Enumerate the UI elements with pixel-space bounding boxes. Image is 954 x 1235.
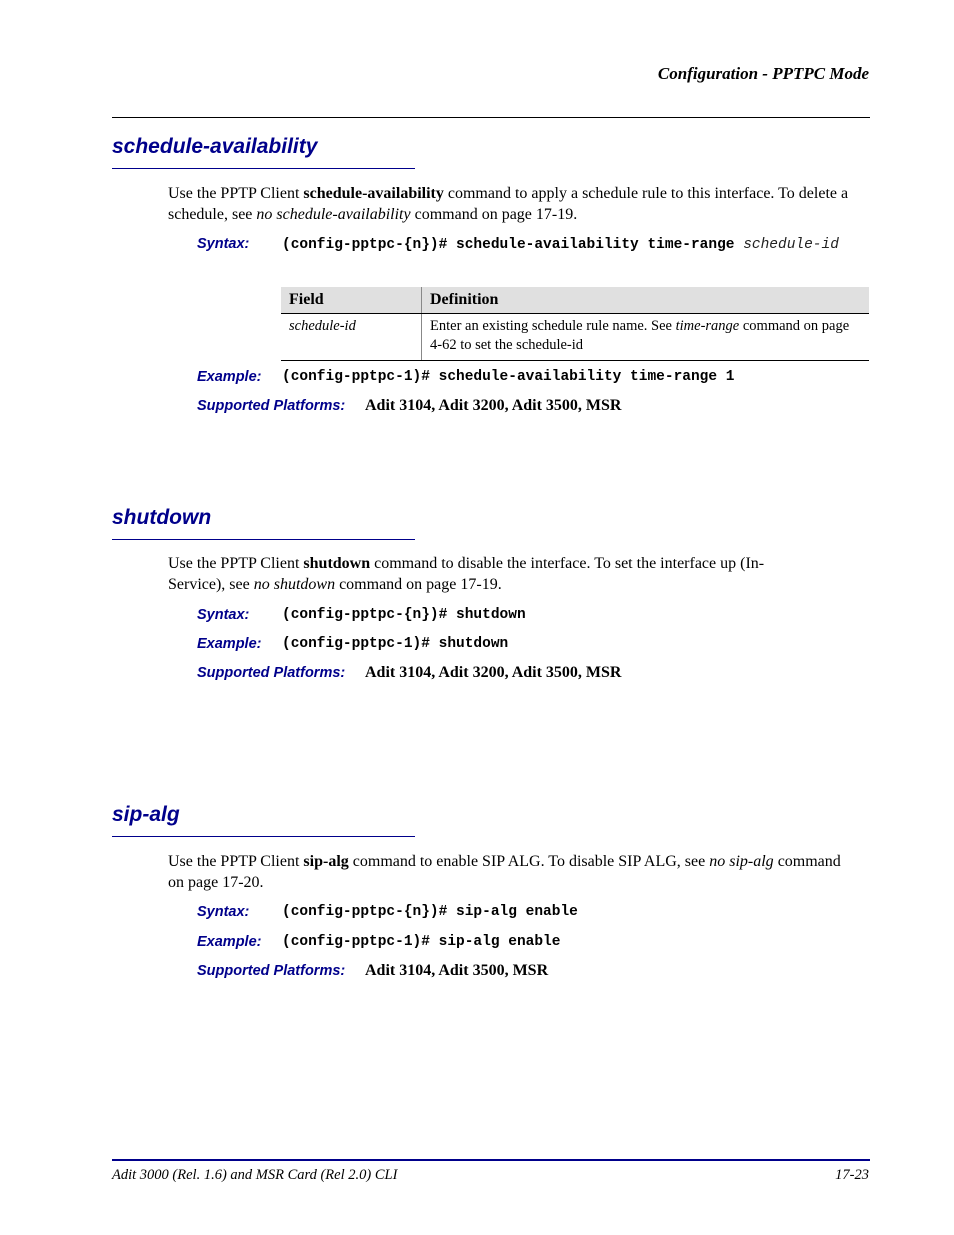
table-header-field: Field bbox=[281, 287, 422, 314]
syntax-command: (config-pptpc-{n})# shutdown bbox=[282, 607, 526, 623]
heading-underline bbox=[112, 539, 415, 540]
example-command: (config-pptpc-1)# schedule-availability time-range 1 bbox=[282, 369, 735, 385]
footer-document-title: Adit 3000 (Rel. 1.6) and MSR Card (Rel 2.0) CLI bbox=[112, 1167, 398, 1183]
example-label: Example: bbox=[197, 369, 262, 385]
table-cell-field: schedule-id bbox=[281, 314, 422, 361]
syntax-label: Syntax: bbox=[197, 236, 250, 252]
section-description: Use the PPTP Client shutdown command to disable the interface. To set the interface up (In-Service), see no shutdown command on page 17-19. bbox=[168, 555, 765, 593]
syntax-label: Syntax: bbox=[197, 904, 250, 920]
table-row bbox=[281, 314, 869, 361]
example-label: Example: bbox=[197, 636, 262, 652]
platforms-label: Supported Platforms: bbox=[197, 963, 346, 979]
field-definition-table bbox=[281, 287, 869, 361]
table-header-row bbox=[281, 287, 869, 314]
heading-underline bbox=[112, 836, 415, 837]
syntax-label: Syntax: bbox=[197, 607, 250, 623]
platforms-value: Adit 3104, Adit 3200, Adit 3500, MSR bbox=[365, 664, 622, 681]
section-description: Use the PPTP Client sip-alg command to enable SIP ALG. To disable SIP ALG, see no sip-alg command on page 17-20. bbox=[168, 853, 841, 891]
platforms-label: Supported Platforms: bbox=[197, 398, 346, 414]
heading-underline bbox=[112, 168, 415, 169]
example-label: Example: bbox=[197, 934, 262, 950]
section-heading-schedule-availability: schedule-availability bbox=[112, 135, 318, 158]
footer-page-number: 17-23 bbox=[835, 1167, 869, 1183]
running-header: Configuration - PPTPC Mode bbox=[657, 64, 869, 83]
platforms-value: Adit 3104, Adit 3500, MSR bbox=[365, 962, 549, 979]
example-command: (config-pptpc-1)# sip-alg enable bbox=[282, 934, 561, 950]
section-description: Use the PPTP Client schedule-availability command to apply a schedule rule to this interface. To delete a schedule, see no schedule-availability command on page 17-19. bbox=[168, 185, 849, 223]
platforms-label: Supported Platforms: bbox=[197, 665, 346, 681]
section-heading-shutdown: shutdown bbox=[112, 506, 212, 529]
table-header-definition: Definition bbox=[422, 287, 870, 314]
example-command: (config-pptpc-1)# shutdown bbox=[282, 636, 509, 652]
footer-rule bbox=[112, 1159, 870, 1161]
syntax-command: (config-pptpc-{n})# sip-alg enable bbox=[282, 904, 578, 920]
platforms-value: Adit 3104, Adit 3200, Adit 3500, MSR bbox=[365, 397, 622, 414]
table-cell-definition: Enter an existing schedule rule name. See time-range command on page 4-62 to set the schedule-id bbox=[422, 314, 870, 361]
syntax-command: (config-pptpc-{n})# schedule-availability time-range schedule-id bbox=[282, 237, 839, 253]
section-heading-sip-alg: sip-alg bbox=[112, 803, 180, 826]
header-rule bbox=[112, 117, 870, 118]
